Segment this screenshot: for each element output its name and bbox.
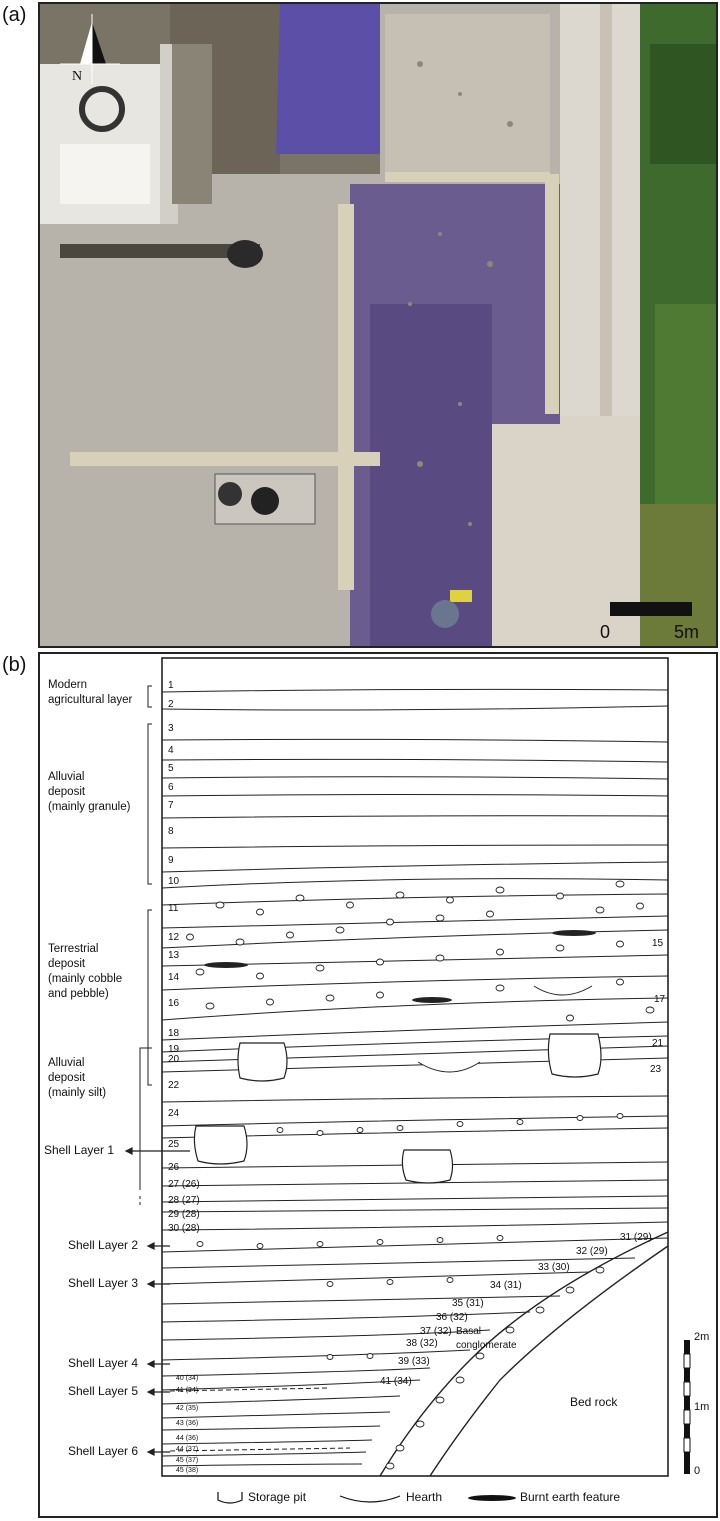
panel-b-label: (b) [2, 654, 27, 676]
layer-44-small: 44 (36) [176, 1435, 199, 1442]
layer-43-small: 43 (36) [176, 1420, 199, 1427]
layer-35: 35 (31) [452, 1298, 484, 1309]
hearth-icon [340, 1496, 400, 1502]
shell-layer-1-label: Shell Layer 1 [44, 1143, 115, 1157]
layer-40-small: 40 (34) [176, 1375, 199, 1382]
storage-pit-icon [218, 1492, 242, 1503]
group-modern-label: Modern agricultural layer [48, 679, 133, 706]
shell-layer-6-label: Shell Layer 6 [68, 1444, 139, 1458]
layer-44b-small: 44 (37) [176, 1446, 199, 1453]
layer-13: 13 [168, 950, 180, 961]
north-label: N [72, 69, 83, 84]
layer-34: 34 (31) [490, 1280, 522, 1291]
shell-layer-2-label: Shell Layer 2 [68, 1238, 139, 1252]
layer-12: 12 [168, 932, 180, 943]
layer-18: 18 [168, 1028, 180, 1039]
layer-45-small: 45 (37) [176, 1457, 199, 1464]
layer-3: 3 [168, 723, 174, 734]
layer-25: 25 [168, 1139, 180, 1150]
layer-1: 1 [168, 680, 174, 691]
layer-29: 29 (28) [168, 1209, 200, 1220]
layer-33: 33 (30) [538, 1262, 570, 1273]
layer-15: 15 [652, 938, 664, 949]
legend-hearth: Hearth [406, 1490, 443, 1504]
layer-24: 24 [168, 1108, 180, 1119]
layer-5: 5 [168, 763, 174, 774]
layer-39: 39 (33) [398, 1356, 430, 1367]
layer-21: 21 [652, 1038, 664, 1049]
layer-7: 7 [168, 800, 174, 811]
layer-9: 9 [168, 855, 174, 866]
layer-10: 10 [168, 876, 180, 887]
layer-23: 23 [650, 1064, 662, 1075]
layer-2: 2 [168, 699, 174, 710]
layer-32: 32 (29) [576, 1246, 608, 1257]
scale-0: 0 [694, 1465, 701, 1477]
scale-1m: 1m [694, 1401, 710, 1413]
layer-31: 31 (29) [620, 1232, 652, 1243]
layer-11: 11 [168, 903, 179, 914]
layer-45b-small: 45 (38) [176, 1467, 199, 1474]
layer-26: 26 [168, 1162, 180, 1173]
basal-label-1: Basal [456, 1326, 482, 1337]
group-alluvial-silt-label: Alluvial deposit (mainly silt) [48, 1057, 107, 1099]
layer-41-small: 41 (34) [176, 1387, 199, 1394]
shell-layer-4-label: Shell Layer 4 [68, 1356, 139, 1370]
layer-27: 27 (26) [168, 1179, 200, 1190]
layer-28: 28 (27) [168, 1195, 200, 1206]
layer-38: 38 (32) [406, 1338, 438, 1349]
basal-label-2: conglomerate [456, 1340, 517, 1351]
group-alluvial-granule-label: Alluvial deposit (mainly granule) [48, 771, 131, 813]
shell-layer-5-label: Shell Layer 5 [68, 1384, 139, 1398]
legend-storage-pit: Storage pit [248, 1490, 307, 1504]
layer-19: 19 [168, 1044, 180, 1055]
panel-a-label: (a) [2, 4, 27, 26]
layer-20: 20 [168, 1054, 180, 1065]
scale-end-label: 5m [674, 622, 700, 642]
layer-14: 14 [168, 972, 180, 983]
legend-burnt-earth: Burnt earth feature [520, 1490, 621, 1504]
group-terrestrial-label: Terrestrial deposit (mainly cobble and pebble) [48, 943, 123, 1000]
burnt-earth-icon [468, 1495, 516, 1501]
layer-22: 22 [168, 1080, 180, 1091]
layer-36: 36 (32) [436, 1312, 468, 1323]
layer-16: 16 [168, 998, 180, 1009]
vertical-scale [684, 1340, 690, 1474]
layer-41-main: 41 (34) [380, 1376, 412, 1387]
layer-8: 8 [168, 826, 174, 837]
layer-6: 6 [168, 782, 174, 793]
layer-17: 17 [654, 994, 666, 1005]
bedrock-label: Bed rock [570, 1395, 618, 1409]
layer-30: 30 (28) [168, 1223, 200, 1234]
scale-2m: 2m [694, 1331, 710, 1343]
layer-4: 4 [168, 745, 174, 756]
layer-42-small: 42 (35) [176, 1405, 199, 1412]
shell-layer-3-label: Shell Layer 3 [68, 1276, 139, 1290]
scale-start-label: 0 [600, 622, 611, 642]
layer-37: 37 (32) [420, 1326, 452, 1337]
